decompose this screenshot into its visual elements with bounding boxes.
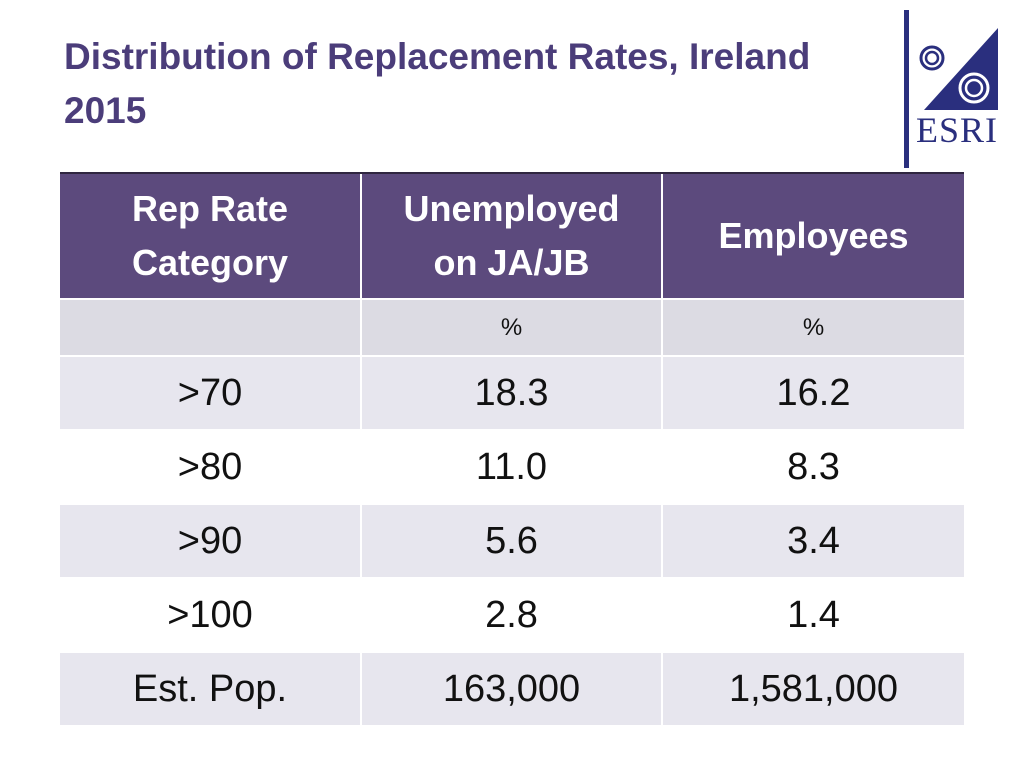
category-cell: >80	[60, 430, 361, 504]
replacement-rates-table	[60, 174, 964, 727]
header-unemployed: Unemployed on JA/JB	[361, 174, 662, 299]
title-line-2: 2015	[64, 90, 147, 131]
title-line-1: Distribution of Replacement Rates, Ireland	[64, 36, 811, 77]
employees-cell: 1,581,000	[662, 652, 964, 726]
employees-cell: 8.3	[662, 430, 964, 504]
unemployed-cell: 11.0	[361, 430, 662, 504]
category-cell: Est. Pop.	[60, 652, 361, 726]
table-row	[60, 504, 964, 578]
logo-text: ESRI	[916, 110, 999, 150]
table-row	[60, 578, 964, 652]
employees-cell: 3.4	[662, 504, 964, 578]
category-cell: >90	[60, 504, 361, 578]
table-header-row	[60, 174, 964, 299]
esri-logo	[902, 10, 1002, 168]
header-rep-rate-category: Rep Rate Category	[60, 174, 361, 299]
logo-emblem-icon	[914, 24, 1000, 114]
header-employees: Employees	[662, 174, 964, 299]
slide-title	[64, 30, 884, 138]
category-cell: >70	[60, 356, 361, 430]
table-row	[60, 430, 964, 504]
unit-cell	[60, 299, 361, 356]
employees-cell: 16.2	[662, 356, 964, 430]
unemployed-cell: 5.6	[361, 504, 662, 578]
employees-cell: 1.4	[662, 578, 964, 652]
unit-cell: %	[662, 299, 964, 356]
unemployed-cell: 2.8	[361, 578, 662, 652]
unemployed-cell: 163,000	[361, 652, 662, 726]
table-row	[60, 652, 964, 726]
logo-vertical-bar	[904, 10, 909, 168]
unit-cell: %	[361, 299, 662, 356]
table-row	[60, 356, 964, 430]
category-cell: >100	[60, 578, 361, 652]
unemployed-cell: 18.3	[361, 356, 662, 430]
units-row	[60, 299, 964, 356]
